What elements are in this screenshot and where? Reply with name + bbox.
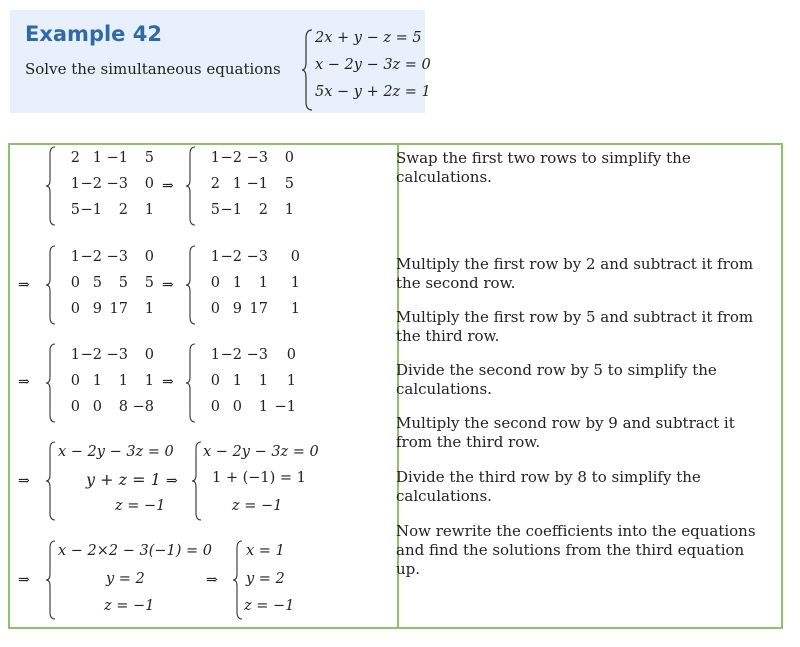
step1-right-matrix-cell: −1 [220,202,242,218]
step3-left-matrix-cell: 0 [92,399,102,415]
step2-right-matrix-cell: 0 [290,249,300,265]
step1-left-matrix-cell: −1 [106,150,128,166]
step2-left-matrix-cell: 5 [118,275,128,291]
step5-right-eq-3: z = −1 [244,598,295,614]
step1-left-matrix-cell: 5 [70,202,80,218]
implies-arrow: ⇒ [18,374,30,390]
step2-left-matrix-cell: −3 [106,249,128,265]
step5-right-eq-2: y = 2 [246,571,285,587]
step4-left-eq-1: x − 2y − 3z = 0 [58,444,174,460]
step5-left-brace [46,540,56,620]
implies-arrow: ⇒ [162,374,174,390]
step5-right-eq-1: x = 1 [246,543,285,559]
explanation-4: Divide the second row by 5 to simplify the calculations. [396,361,717,398]
step1-left-matrix-cell: 2 [118,202,128,218]
step2-left-matrix-cell: 0 [70,301,80,317]
implies-arrow: ⇒ [206,572,218,588]
system-equation-1: 2x + y − z = 5 [315,30,422,46]
step2-right-matrix-cell: 1 [232,275,242,291]
step1-right-matrix-cell: −1 [246,176,268,192]
implies-arrow: ⇒ [18,572,30,588]
step4-right-eq-3: z = −1 [232,498,283,514]
explanation-3: Multiply the first row by 5 and subtract it from the third row. [396,308,754,345]
explanation-5: Multiply the second row by 9 and subtract it from the third row. [396,414,735,451]
step3-right-matrix-cell: −2 [220,347,242,363]
implies-arrow: ⇒ [18,277,30,293]
step1-left-matrix-cell: 1 [70,176,80,192]
step3-left-matrix-cell: 1 [144,373,154,389]
step2-right-matrix-cell: −2 [220,249,242,265]
step3-left-matrix-cell: 0 [70,373,80,389]
step1-right-matrix-cell: 1 [232,176,242,192]
step3-right-matrix-cell: 0 [286,347,296,363]
step1-left-matrix-cell: −1 [80,202,102,218]
step2-left-matrix-cell: 1 [70,249,80,265]
step1-left-matrix-cell: 1 [92,150,102,166]
step3-right-matrix-cell: 1 [258,399,268,415]
step4-right-eq-1: x − 2y − 3z = 0 [203,444,319,460]
step1-right-matrix-cell: 0 [284,150,294,166]
step3-left-matrix-cell: 0 [70,399,80,415]
step2-right-matrix-cell: −3 [246,249,268,265]
step1-left-matrix-cell: 1 [144,202,154,218]
step3-right-matrix-cell: −1 [274,399,296,415]
step1-right-matrix-cell: 1 [284,202,294,218]
step2-right-matrix-cell: 0 [210,301,220,317]
system-equation-3: 5x − y + 2z = 1 [315,84,431,100]
example-title: Example 42 [25,22,162,46]
step4-left-eq-3: z = −1 [115,498,166,514]
step4-right-eq-2: 1 + (−1) = 1 [212,470,306,486]
step5-right-brace [233,540,243,620]
step3-left-matrix-cell: 1 [92,373,102,389]
step3-left-matrix-cell: 1 [118,373,128,389]
step1-right-matrix-cell: −2 [220,150,242,166]
system-brace [302,28,314,112]
implies-arrow: ⇒ [166,473,178,489]
step1-left-matrix-cell: −2 [80,176,102,192]
system-equation-2: x − 2y − 3z = 0 [315,57,431,73]
step1-left-matrix-brace [46,146,56,226]
step3-right-matrix-cell: 0 [232,399,242,415]
implies-arrow: ⇒ [162,178,174,194]
step3-left-matrix-cell: −8 [132,399,154,415]
step2-right-matrix-cell: 1 [210,249,220,265]
example-header [10,10,431,113]
step2-right-matrix-brace [186,245,196,325]
explanation-6: Divide the third row by 8 to simplify the calculations. [396,468,701,505]
step2-left-matrix-brace [46,245,56,325]
step5-left-eq-2: y = 2 [106,571,145,587]
step2-left-matrix-cell: 17 [109,301,128,317]
step3-left-matrix-cell: −3 [106,347,128,363]
step2-right-matrix-cell: 0 [210,275,220,291]
step3-left-matrix-brace [46,343,56,423]
step3-right-matrix-cell: 0 [210,373,220,389]
step2-right-matrix-cell: 17 [249,301,268,317]
step4-left-eq-2: y + z = 1 [86,470,161,489]
step2-left-matrix-cell: 5 [144,275,154,291]
step3-right-matrix-cell: 1 [210,347,220,363]
step1-left-matrix-cell: 2 [70,150,80,166]
step5-left-eq-3: z = −1 [104,598,155,614]
step1-right-matrix-cell: 5 [284,176,294,192]
step2-right-matrix-cell: 1 [258,275,268,291]
step1-right-matrix-cell: 5 [210,202,220,218]
step1-right-matrix-brace [186,146,196,226]
step2-left-matrix-cell: 5 [92,275,102,291]
step2-left-matrix-cell: 0 [144,249,154,265]
step3-left-matrix-cell: −2 [80,347,102,363]
step3-right-matrix-cell: 0 [210,399,220,415]
step5-left-eq-1: x − 2×2 − 3(−1) = 0 [58,543,213,559]
step3-right-matrix-cell: −3 [246,347,268,363]
step2-right-matrix-cell: 1 [290,275,300,291]
step3-left-matrix-cell: 0 [144,347,154,363]
step3-left-matrix-cell: 1 [70,347,80,363]
step1-left-matrix-cell: −3 [106,176,128,192]
implies-arrow: ⇒ [162,277,174,293]
step2-left-matrix-cell: −2 [80,249,102,265]
step2-left-matrix-cell: 9 [92,301,102,317]
step1-right-matrix-cell: 2 [258,202,268,218]
step1-right-matrix-cell: 2 [210,176,220,192]
step1-left-matrix-cell: 5 [144,150,154,166]
step4-right-brace [192,441,202,521]
explanation-7: Now rewrite the coefficients into the equations and find the solutions from the third equation up. [396,522,756,578]
step1-right-matrix-cell: −3 [246,150,268,166]
step3-right-matrix-brace [186,343,196,423]
explanation-2: Multiply the first row by 2 and subtract it from the second row. [396,255,754,292]
instruction-text: Solve the simultaneous equations [25,60,281,78]
step2-left-matrix-cell: 0 [70,275,80,291]
step1-left-matrix-cell: 0 [144,176,154,192]
step1-right-matrix-cell: 1 [210,150,220,166]
step3-left-matrix-cell: 8 [118,399,128,415]
step3-right-matrix-cell: 1 [232,373,242,389]
step3-right-matrix-cell: 1 [286,373,296,389]
explanation-1: Swap the first two rows to simplify the calculations. [396,149,691,186]
step4-left-brace [46,441,56,521]
step2-left-matrix-cell: 1 [144,301,154,317]
step2-right-matrix-cell: 1 [290,301,300,317]
step2-right-matrix-cell: 9 [232,301,242,317]
implies-arrow: ⇒ [18,473,30,489]
step3-right-matrix-cell: 1 [258,373,268,389]
